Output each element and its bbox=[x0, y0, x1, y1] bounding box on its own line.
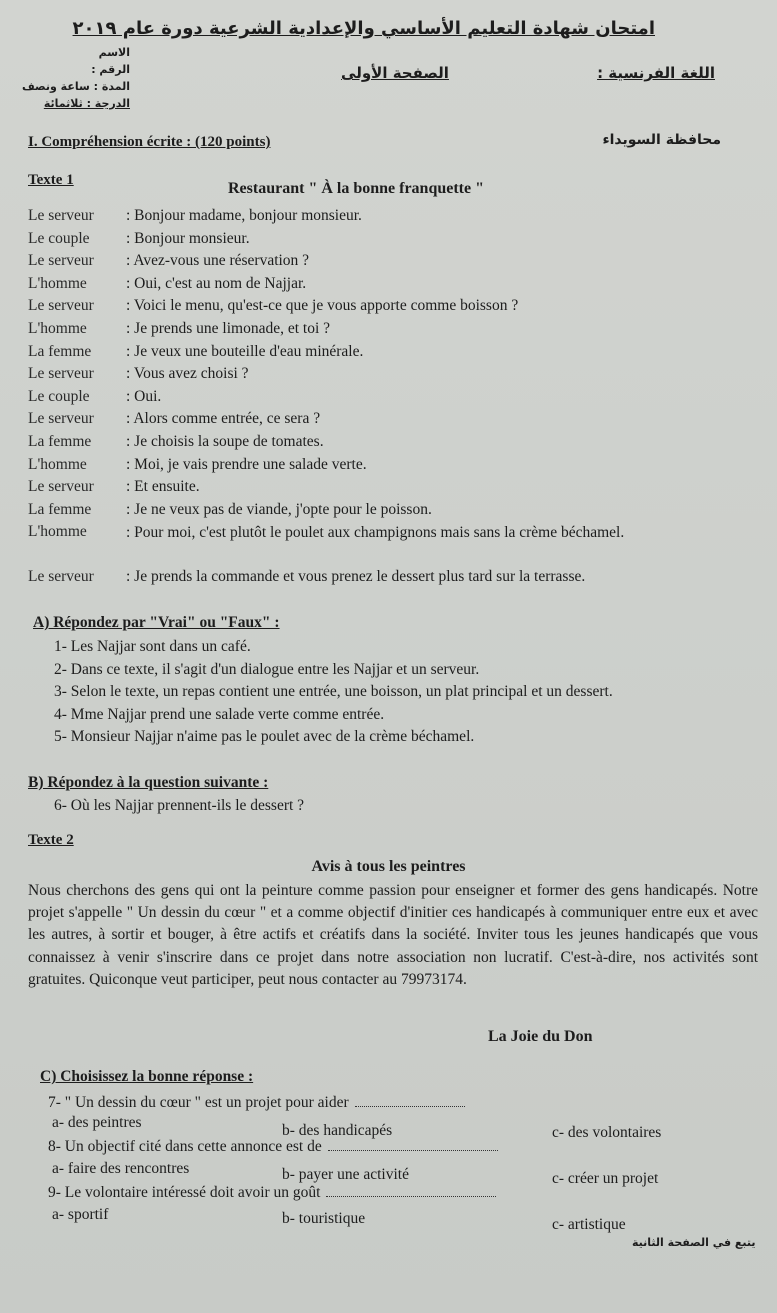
part-a-questions bbox=[54, 636, 734, 749]
speaker: La femme bbox=[28, 500, 92, 518]
speaker: Le serveur bbox=[28, 478, 94, 496]
dialogue-line bbox=[28, 454, 728, 477]
dialogue-line bbox=[28, 386, 728, 409]
line-text: : Alors comme entrée, ce sera ? bbox=[126, 410, 321, 428]
dialogue-line bbox=[28, 341, 728, 364]
dialogue-line bbox=[28, 363, 728, 386]
dialogue-line bbox=[28, 499, 728, 522]
speaker: L'homme bbox=[28, 319, 87, 337]
dialogue-line bbox=[28, 476, 728, 499]
line-text: : Voici le menu, qu'est-ce que je vous apporte comme boisson ? bbox=[126, 297, 519, 315]
mc-question bbox=[48, 1138, 498, 1156]
mc-question bbox=[48, 1184, 496, 1202]
speaker: La femme bbox=[28, 432, 92, 450]
part-a-title: A) Répondez par "Vrai" ou "Faux" : bbox=[33, 614, 280, 631]
answer-blank bbox=[326, 1184, 496, 1197]
field-name: الاسم bbox=[98, 46, 130, 59]
texte2-label: Texte 2 bbox=[28, 832, 74, 848]
subject-label: اللغة الفرنسية : bbox=[597, 64, 715, 82]
answer-blank bbox=[328, 1138, 498, 1151]
line-text: : Vous avez choisi ? bbox=[126, 365, 249, 383]
option-c: c- artistique bbox=[552, 1216, 626, 1233]
line-text: : Je prends une limonade, et toi ? bbox=[126, 319, 331, 337]
line-text: : Oui, c'est au nom de Najjar. bbox=[126, 274, 307, 292]
question-item: 6- Où les Najjar prennent-ils le dessert ? bbox=[54, 797, 305, 814]
question-item: 5- Monsieur Najjar n'aime pas le poulet avec de la crème béchamel. bbox=[54, 728, 475, 745]
option-a: a- des peintres bbox=[52, 1114, 142, 1131]
restaurant-title: Restaurant " À la bonne franquette " bbox=[228, 180, 484, 197]
line-text: : Bonjour madame, bonjour monsieur. bbox=[126, 207, 362, 224]
option-b: b- des handicapés bbox=[282, 1122, 393, 1139]
speaker: L'homme bbox=[28, 523, 87, 541]
speaker: Le couple bbox=[28, 387, 90, 405]
line-text: : Je ne veux pas de viande, j'opte pour le poisson. bbox=[126, 500, 432, 518]
line-text: : Je veux une bouteille d'eau minérale. bbox=[126, 342, 364, 360]
line-text: : Pour moi, c'est plutôt le poulet aux champignons mais sans la crème béchamel. bbox=[126, 524, 625, 542]
dialogue-line bbox=[28, 318, 728, 341]
question-item: 4- Mme Najjar prend une salade verte comme entrée. bbox=[54, 705, 385, 723]
dialogue-line bbox=[28, 408, 728, 431]
speaker: L'homme bbox=[28, 274, 87, 292]
section-title: I. Compréhension écrite : (120 points) bbox=[28, 134, 271, 150]
option-b: b- touristique bbox=[282, 1210, 366, 1227]
line-text: : Avez-vous une réservation ? bbox=[126, 252, 310, 270]
speaker: Le serveur bbox=[28, 207, 94, 224]
page-label: الصفحة الأولى bbox=[341, 64, 449, 82]
speaker: L'homme bbox=[28, 455, 87, 473]
option-a: a- faire des rencontres bbox=[52, 1160, 190, 1177]
mc-question-text: 9- Le volontaire intéressé doit avoir un goût bbox=[48, 1184, 321, 1201]
part-b-title: B) Répondez à la question suivante : bbox=[28, 774, 269, 791]
line-text: : Je prends la commande et vous prenez le dessert plus tard sur la terrasse. bbox=[126, 568, 586, 586]
dialogue-line bbox=[28, 295, 728, 318]
region-label: محافظة السويداء bbox=[602, 132, 721, 148]
line-text: : Moi, je vais prendre une salade verte. bbox=[126, 455, 367, 473]
question-item: 2- Dans ce texte, il s'agit d'un dialogue entre les Najjar et un serveur. bbox=[54, 660, 480, 678]
option-c: c- des volontaires bbox=[552, 1124, 662, 1141]
speaker: Le couple bbox=[28, 229, 90, 247]
speaker: Le serveur bbox=[28, 568, 94, 586]
texte1-label: Texte 1 bbox=[28, 172, 74, 188]
speaker: La femme bbox=[28, 342, 92, 360]
line-text: : Oui. bbox=[126, 387, 162, 405]
part-c-title: C) Choisissez la bonne réponse : bbox=[40, 1068, 254, 1085]
option-c: c- créer un projet bbox=[552, 1170, 659, 1187]
option-b: b- payer une activité bbox=[282, 1166, 409, 1183]
mc-question-text: 8- Un objectif cité dans cette annonce est de bbox=[48, 1138, 322, 1155]
field-duration: المدة : ساعة ونصف bbox=[21, 80, 130, 93]
dialogue-line bbox=[28, 273, 728, 296]
line-text: : Je choisis la soupe de tomates. bbox=[126, 432, 324, 450]
dialogue-line bbox=[28, 521, 728, 566]
question-item: 1- Les Najjar sont dans un café. bbox=[54, 638, 251, 655]
dialogue-line bbox=[28, 228, 728, 251]
avis-title: Avis à tous les peintres bbox=[311, 858, 466, 875]
signature: La Joie du Don bbox=[488, 1028, 593, 1045]
question-item: 3- Selon le texte, un repas contient une entrée, une boisson, un plat principal et un dessert. bbox=[54, 683, 613, 700]
dialogue-line bbox=[28, 431, 728, 454]
option-a: a- sportif bbox=[52, 1206, 109, 1223]
speaker: Le serveur bbox=[28, 410, 94, 428]
dialogue-line bbox=[28, 250, 728, 273]
answer-blank bbox=[355, 1094, 465, 1107]
speaker: Le serveur bbox=[28, 252, 94, 270]
dialogue bbox=[28, 205, 728, 589]
mc-question-text: 7- " Un dessin du cœur " est un projet pour aider bbox=[48, 1094, 349, 1111]
mc-question bbox=[48, 1094, 465, 1112]
speaker: Le serveur bbox=[28, 297, 94, 315]
line-text: : Bonjour monsieur. bbox=[126, 229, 250, 247]
avis-paragraph: Nous cherchons des gens qui ont la peinture comme passion pour enseigner et former des gens handicapés. Notre projet s'appelle " Un dessin du cœur " et a comme objectif d'initier ces handicapés à communiquer entre eux et avec les autres, à sortir et bouger, à être actifs et créatifs dans la société. Inviter tous les jeunes handicapés que vous connaissez à venir s'inscrire dans ce projet dans notre association non lucratif. C'est-à-dire, nos activités sont gratuites. Quiconque veut participer, peut nous contacter au 79973174. bbox=[28, 882, 758, 988]
dialogue-line bbox=[28, 566, 728, 589]
candidate-fields bbox=[18, 44, 130, 112]
field-grade: الدرجة : ثلاثمائة bbox=[43, 97, 130, 110]
field-number: الرقم : bbox=[91, 63, 130, 76]
exam-title: امتحان شهادة التعليم الأساسي والإعدادية الشرعية دورة عام ٢٠١٩ bbox=[72, 18, 655, 39]
continued-note: يتبع في الصفحة الثانية bbox=[632, 1236, 756, 1249]
speaker: Le serveur bbox=[28, 365, 94, 383]
line-text: : Et ensuite. bbox=[126, 478, 200, 496]
dialogue-line bbox=[28, 205, 728, 228]
